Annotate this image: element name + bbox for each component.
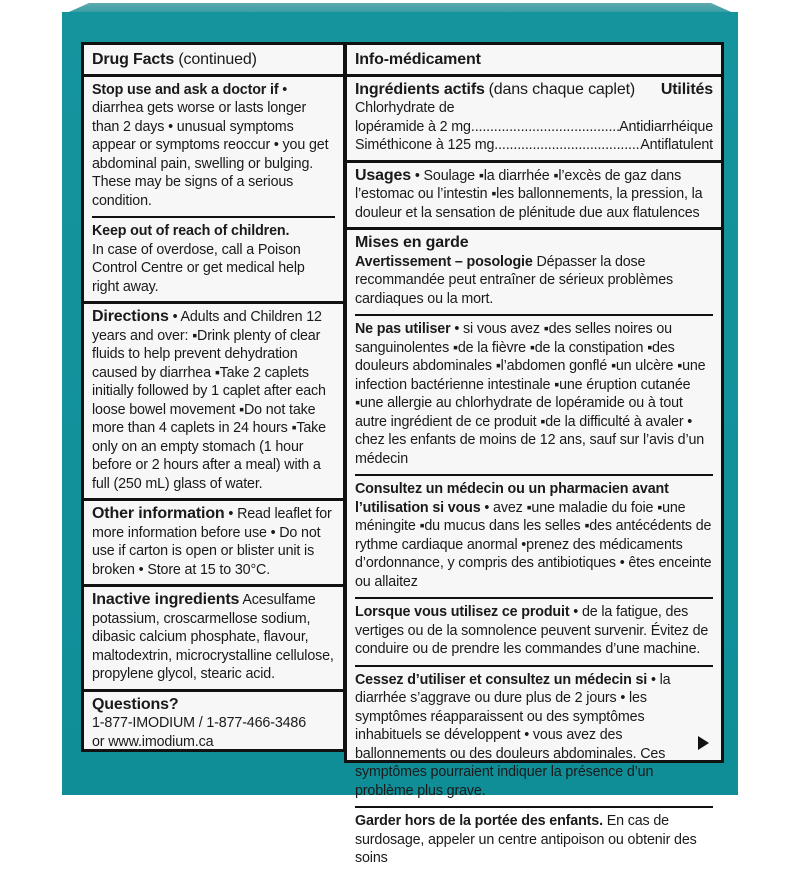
ingredients-actifs-heading: Ingrédients actifs [355, 80, 485, 98]
other-information-heading: Other information [92, 505, 225, 522]
questions-section [84, 692, 343, 757]
questions-website: or www.imodium.ca [92, 733, 214, 750]
mises-en-garde-heading: Mises en garde [355, 234, 469, 251]
other-information-text: • Read leaflet for more information before use • Do not use if carton is open or blister unit is broken • Store at 15 to 30°C. [92, 506, 332, 578]
inactive-ingredients-section [84, 587, 343, 692]
usages-text: • Soulage ▪la diarrhée ▪l’excès de gaz dans l’estomac ou l’intestin ▪les ballonnements, la pression, la douleur et la sensation de plénitude due aux flatulences [355, 167, 703, 221]
keep-out-text: In case of overdose, call a Poison Control Centre or get medical help right away. [92, 241, 305, 295]
info-medicament-panel [344, 42, 724, 866]
ingredient-2-row: Siméthicone à 125 mg ..... Antiflatulent [355, 136, 713, 155]
inactive-ingredients-text: Acesulfame potassium, croscarmellose sodium, dibasic calcium phosphate, flavour, maltodextrin, microcrystalline cellulose, propylene glycol, stearic acid. [92, 592, 334, 682]
other-information-section [84, 501, 343, 587]
directions-heading: Directions [92, 308, 169, 325]
inactive-ingredients-heading: Inactive ingredients [92, 591, 240, 608]
ne-pas-utiliser-block: Ne pas utiliser • si vous avez ▪des selles noires ou sanguinolentes ▪de la fièvre ▪de la constipation ▪des douleurs abdominales ▪l’abdomen gonflé ▪un ulcère ▪une infection bactérienne intestinale ▪une éruption cutanée ▪une allergie au chlorhydrate de lopéramide ou à tout autre ingrédient de ce produit ▪de la difficulté à avaler • chez les enfants de moins de 12 ans, sauf sur l’avis d’un médecin [355, 314, 713, 468]
questions-heading: Questions? [92, 695, 179, 713]
avertissement-block: Avertissement – posologie Dépasser la dose recommandée peut entraîner de sérieux problèmes cardiaques ou la mort. [355, 253, 673, 307]
mises-en-garde-section [347, 230, 721, 873]
triangle-right-icon [698, 736, 709, 750]
utilites-heading: Utilités [660, 80, 713, 98]
info-medicament-title: Info-médicament [347, 45, 721, 77]
ingredient-1-row: lopéramide à 2 mg ..... Antidiarrhéique [355, 118, 713, 137]
directions-text: • Adults and Children 12 years and over: ▪Drink plenty of clear fluids to help prevent dehydration caused by diarrhea ▪Take 2 caplets initially followed by 1 caplet after each loose bowel movement ▪Do not take more than 4 caplets in 24 hours ▪Take only on an empty stomach (1 hour before or 2 hours after a meal) with a full (250 mL) glass of water. [92, 309, 326, 492]
stop-use-heading: Stop use and ask a doctor if [92, 81, 279, 98]
keep-out-section [92, 216, 335, 296]
drug-facts-title: Drug Facts (continued) [84, 45, 343, 77]
consultez-block: Consultez un médecin ou un pharmacien avant l’utilisation si vous • avez ▪une maladie du foie ▪une méningite ▪du mucus dans les selles ▪des antécédents de rythme cardiaque anormal •prenez des médicaments d’ordonnance, y compris des antibiotiques • êtes enceinte ou allaitez [355, 474, 713, 591]
ingredient-1-name: Chlorhydrate de [355, 100, 455, 116]
cessez-block: Cessez d’utiliser et consultez un médecin si • la diarrhée s’aggrave ou dure plus de 2 jours • les symptômes réapparaissent ou des symptômes inhabituels se développent • vous avez des ballonnements ou des douleurs abdominales. Ces symptômes pourraient indiquer la présence d’un problème plus grave. [355, 665, 713, 801]
keep-out-heading: Keep out of reach of children. [92, 223, 290, 239]
drug-facts-panel [81, 42, 346, 752]
usages-section [347, 163, 721, 231]
stop-use-text: • diarrhea gets worse or lasts longer than 2 days • unusual symptoms appear or symptoms reoccur • you get abdominal pain, swelling or bulging. These may be signs of a serious condition. [92, 81, 329, 209]
stop-use-section [84, 77, 343, 305]
directions-section [84, 304, 343, 501]
lorsque-block: Lorsque vous utilisez ce produit • de la fatigue, des vertiges ou de la somnolence peuvent survenir. Évitez de conduire ou de prendre les commandes d’une machine. [355, 597, 713, 659]
usages-heading: Usages [355, 166, 412, 184]
questions-phone: 1-877-IMODIUM / 1-877-466-3486 [92, 715, 307, 731]
ingredients-actifs-section [347, 77, 721, 163]
ingredients-actifs-suffix: (dans chaque caplet) [488, 80, 636, 98]
garder-block: Garder hors de la portée des enfants. En cas de surdosage, appeler un centre antipoison ou obtenir des soins [355, 806, 713, 868]
